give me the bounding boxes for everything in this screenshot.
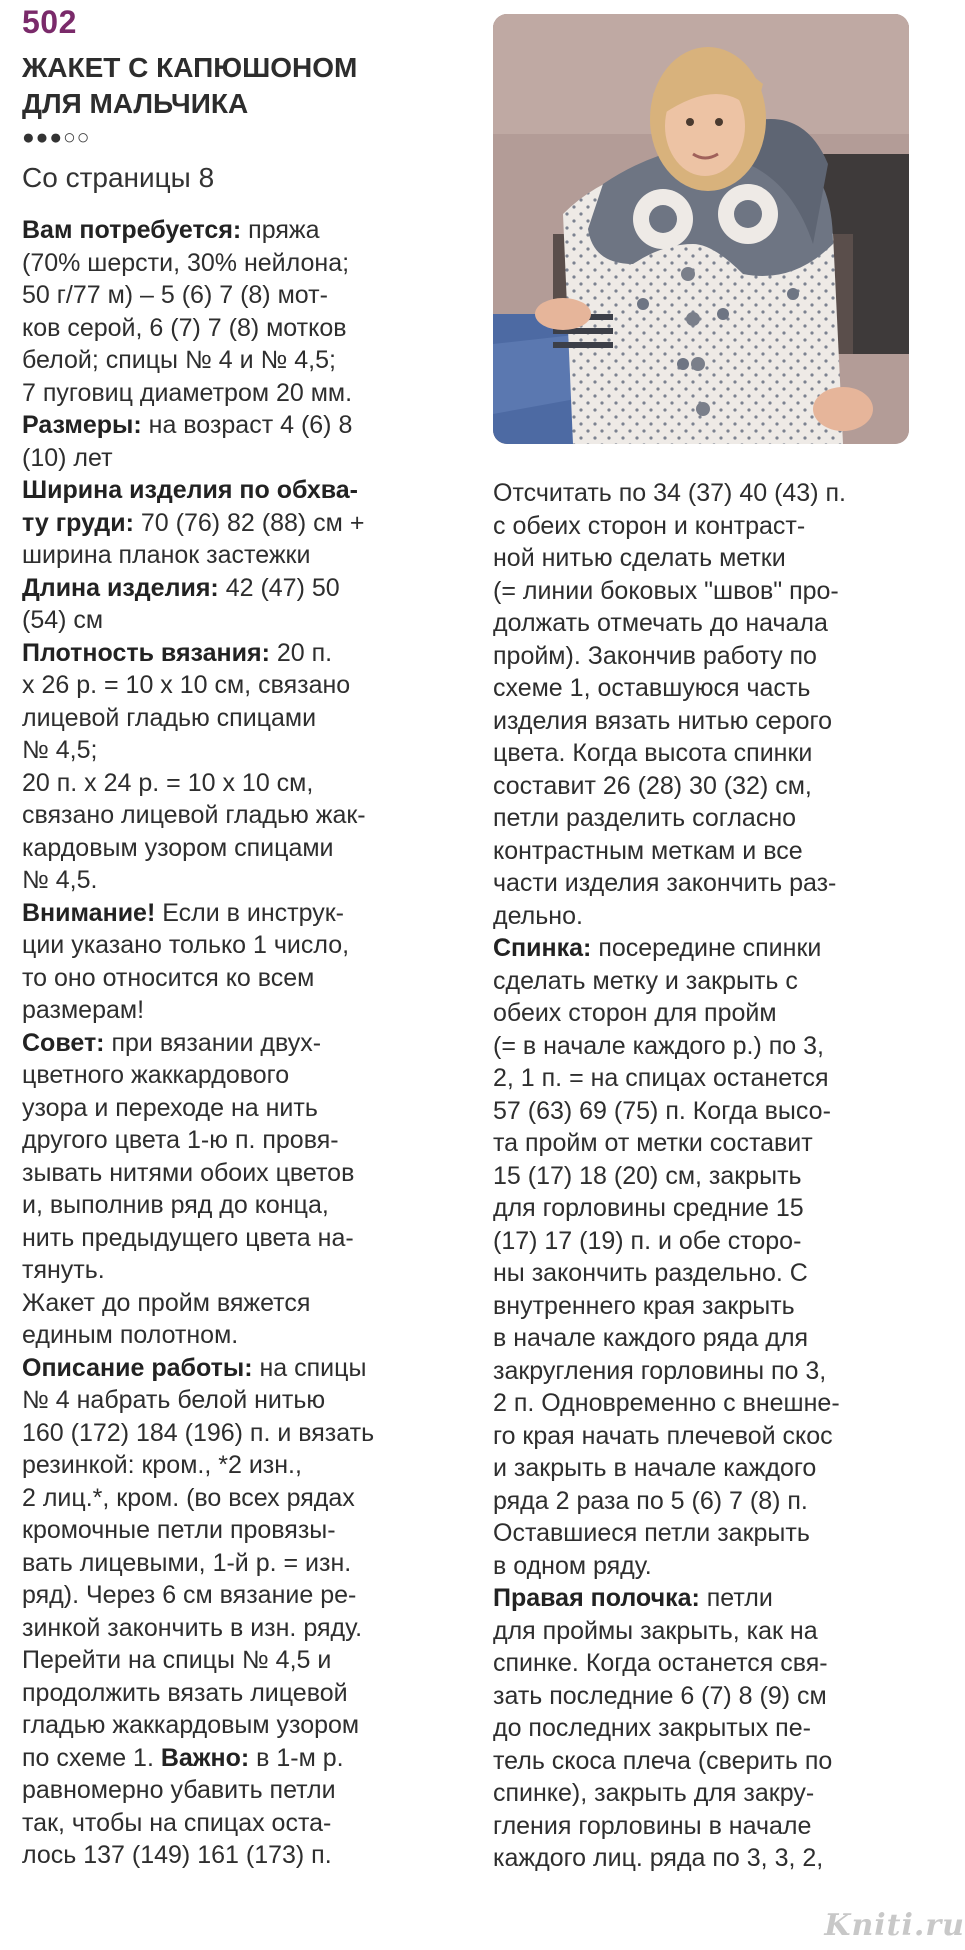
- text-line: с обеих сторон и контраст-: [493, 511, 806, 540]
- text-line: сделать метку и закрыть с: [493, 966, 798, 995]
- text-line: спинке. Когда останется свя-: [493, 1649, 828, 1677]
- text-line: 50 г/77 м) – 5 (6) 7 (8) мот-: [22, 281, 328, 309]
- text-line: 2 п. Одновременно с внешне-: [493, 1389, 840, 1417]
- left-text-column: [22, 214, 462, 1872]
- text-line: Описание работы: на спицы: [22, 1353, 367, 1382]
- text-line: го края начать плечевой скос: [493, 1421, 833, 1450]
- text-line: схеме 1, оставшуюся часть: [493, 674, 811, 702]
- text-line: ряда 2 раза по 5 (6) 7 (8) п.: [493, 1486, 808, 1515]
- text-line: изделия вязать нитью серого: [493, 706, 832, 735]
- text-line: х 26 р. = 10 х 10 см, связано: [22, 671, 351, 699]
- text-line: петли разделить согласно: [493, 804, 797, 832]
- text-line: ширина планок застежки: [22, 541, 311, 569]
- text-line: связано лицевой гладью жак-: [22, 801, 366, 829]
- text-line: обеих сторон для пройм: [493, 999, 777, 1027]
- text-line: Совет: при вязании двух-: [22, 1028, 322, 1057]
- difficulty-empty-dots: ○○: [63, 126, 91, 149]
- text-line: (10) лет: [22, 443, 113, 472]
- text-line: ту груди: 70 (76) 82 (88) см +: [22, 508, 365, 537]
- text-line: вать лицевыми, 1-й р. = изн.: [22, 1548, 352, 1577]
- text-line: № 4 набрать белой нитью: [22, 1386, 326, 1414]
- text-line: в одном ряду.: [493, 1551, 652, 1580]
- text-line: узора и переходе на нить: [22, 1093, 318, 1122]
- text-line: № 4,5;: [22, 736, 98, 764]
- text-line: цвета. Когда высота спинки: [493, 739, 813, 767]
- title-line-2: ДЛЯ МАЛЬЧИКА: [22, 88, 249, 119]
- text-line: для проймы закрыть, как на: [493, 1616, 818, 1645]
- text-line: кромочные петли провязы-: [22, 1516, 336, 1544]
- text-line: Размеры: на возраст 4 (6) 8: [22, 411, 353, 439]
- text-line: составит 26 (28) 30 (32) см,: [493, 771, 812, 800]
- text-line: тянуть.: [22, 1256, 105, 1284]
- pattern-number: 502: [22, 4, 77, 40]
- text-line: зывать нитями обоих цветов: [22, 1158, 355, 1187]
- from-page-note: Со страницы 8: [22, 162, 215, 193]
- text-line: Правая полочка: петли: [493, 1584, 773, 1612]
- text-line: зинкой закончить в изн. ряду.: [22, 1613, 363, 1642]
- text-line: и закрыть в начале каждого: [493, 1454, 817, 1482]
- text-line: № 4,5.: [22, 866, 98, 894]
- text-line: (= в начале каждого р.) по 3,: [493, 1031, 825, 1060]
- difficulty-rating: [22, 126, 90, 150]
- difficulty-filled-dots: ●●●: [22, 126, 64, 149]
- text-line: белой; спицы № 4 и № 4,5;: [22, 346, 336, 374]
- text-line: должать отмечать до начала: [493, 609, 828, 637]
- text-line: пройм). Закончив работу по: [493, 641, 817, 670]
- text-line: Внимание! Если в инструк-: [22, 898, 344, 927]
- text-line: гления горловины в начале: [493, 1811, 812, 1840]
- text-line: и, выполнив ряд до конца,: [22, 1191, 329, 1219]
- text-line: спинке), закрыть для закру-: [493, 1779, 815, 1807]
- pattern-title: [22, 50, 462, 122]
- text-line: цветного жаккардового: [22, 1061, 290, 1089]
- site-watermark: Kniti.ru: [824, 1908, 965, 1943]
- text-line: ряд). Через 6 см вязание ре-: [22, 1581, 357, 1609]
- text-line: до последних закрытых пе-: [493, 1714, 811, 1742]
- text-line: продолжить вязать лицевой: [22, 1678, 348, 1707]
- text-line: ков серой, 6 (7) 7 (8) мотков: [22, 313, 347, 342]
- text-line: ны закончить раздельно. С: [493, 1259, 808, 1287]
- text-line: контрастным меткам и все: [493, 836, 803, 865]
- text-line: для горловины средние 15: [493, 1194, 804, 1222]
- text-line: Вам потребуется: пряжа: [22, 216, 320, 244]
- text-line: 15 (17) 18 (20) см, закрыть: [493, 1161, 802, 1190]
- text-line: дельно.: [493, 901, 583, 930]
- text-line: (70% шерсти, 30% нейлона;: [22, 248, 350, 277]
- text-line: внутреннего края закрыть: [493, 1291, 795, 1320]
- text-line: Спинка: посередине спинки: [493, 934, 822, 962]
- text-line: по схеме 1. Важно: в 1-м р.: [22, 1743, 344, 1772]
- text-line: 57 (63) 69 (75) п. Когда высо-: [493, 1096, 831, 1125]
- text-line: каждого лиц. ряда по 3, 3, 2,: [493, 1844, 824, 1872]
- text-line: Оставшиеся петли закрыть: [493, 1519, 810, 1547]
- right-text-column: [493, 477, 923, 1875]
- text-line: в начале каждого ряда для: [493, 1324, 809, 1352]
- text-line: закругления горловины по 3,: [493, 1356, 827, 1385]
- text-line: размерам!: [22, 996, 145, 1024]
- text-line: (17) 17 (19) п. и обе сторо-: [493, 1226, 802, 1255]
- text-line: 20 п. х 24 р. = 10 х 10 см,: [22, 768, 314, 797]
- text-line: равномерно убавить петли: [22, 1776, 336, 1804]
- text-line: 7 пуговиц диаметром 20 мм.: [22, 378, 353, 407]
- title-line-1: ЖАКЕТ С КАПЮШОНОМ: [22, 52, 358, 83]
- text-line: 160 (172) 184 (196) п. и вязать: [22, 1418, 375, 1447]
- text-line: кардовым узором спицами: [22, 833, 334, 862]
- inline-bold-label: Важно:: [160, 1743, 250, 1772]
- text-line: то оно относится ко всем: [22, 963, 315, 992]
- text-line: Перейти на спицы № 4,5 и: [22, 1646, 332, 1674]
- text-line: резинкой: кром., *2 изн.,: [22, 1451, 302, 1479]
- text-line: так, чтобы на спицах оста-: [22, 1808, 332, 1837]
- text-line: ции указано только 1 число,: [22, 931, 350, 959]
- text-line: единым полотном.: [22, 1321, 239, 1349]
- text-line: Жакет до пройм вяжется: [22, 1288, 311, 1317]
- text-line: 2 лиц.*, кром. (во всех рядах: [22, 1483, 355, 1512]
- text-line: Плотность вязания: 20 п.: [22, 638, 333, 667]
- text-line: лось 137 (149) 161 (173) п.: [22, 1841, 332, 1869]
- text-line: нить предыдущего цвета на-: [22, 1223, 354, 1252]
- text-line: 2, 1 п. = на спицах останется: [493, 1064, 829, 1092]
- boy-in-knitted-jacket-photo: [493, 14, 909, 444]
- text-line: Ширина изделия по обхва-: [22, 476, 359, 504]
- text-line: та пройм от метки составит: [493, 1129, 813, 1157]
- text-line: лицевой гладью спицами: [22, 703, 317, 732]
- text-line: части изделия закончить раз-: [493, 869, 837, 897]
- text-line: Отсчитать по 34 (37) 40 (43) п.: [493, 479, 846, 507]
- text-line: (54) см: [22, 606, 104, 634]
- text-line: Длина изделия: 42 (47) 50: [22, 573, 340, 602]
- text-line: зать последние 6 (7) 8 (9) см: [493, 1681, 827, 1710]
- text-line: другого цвета 1-ю п. провя-: [22, 1126, 339, 1154]
- text-line: (= линии боковых "швов" про-: [493, 576, 839, 605]
- text-line: гладью жаккардовым узором: [22, 1711, 360, 1739]
- text-line: ной нитью сделать метки: [493, 544, 786, 572]
- text-line: тель скоса плеча (сверить по: [493, 1746, 833, 1775]
